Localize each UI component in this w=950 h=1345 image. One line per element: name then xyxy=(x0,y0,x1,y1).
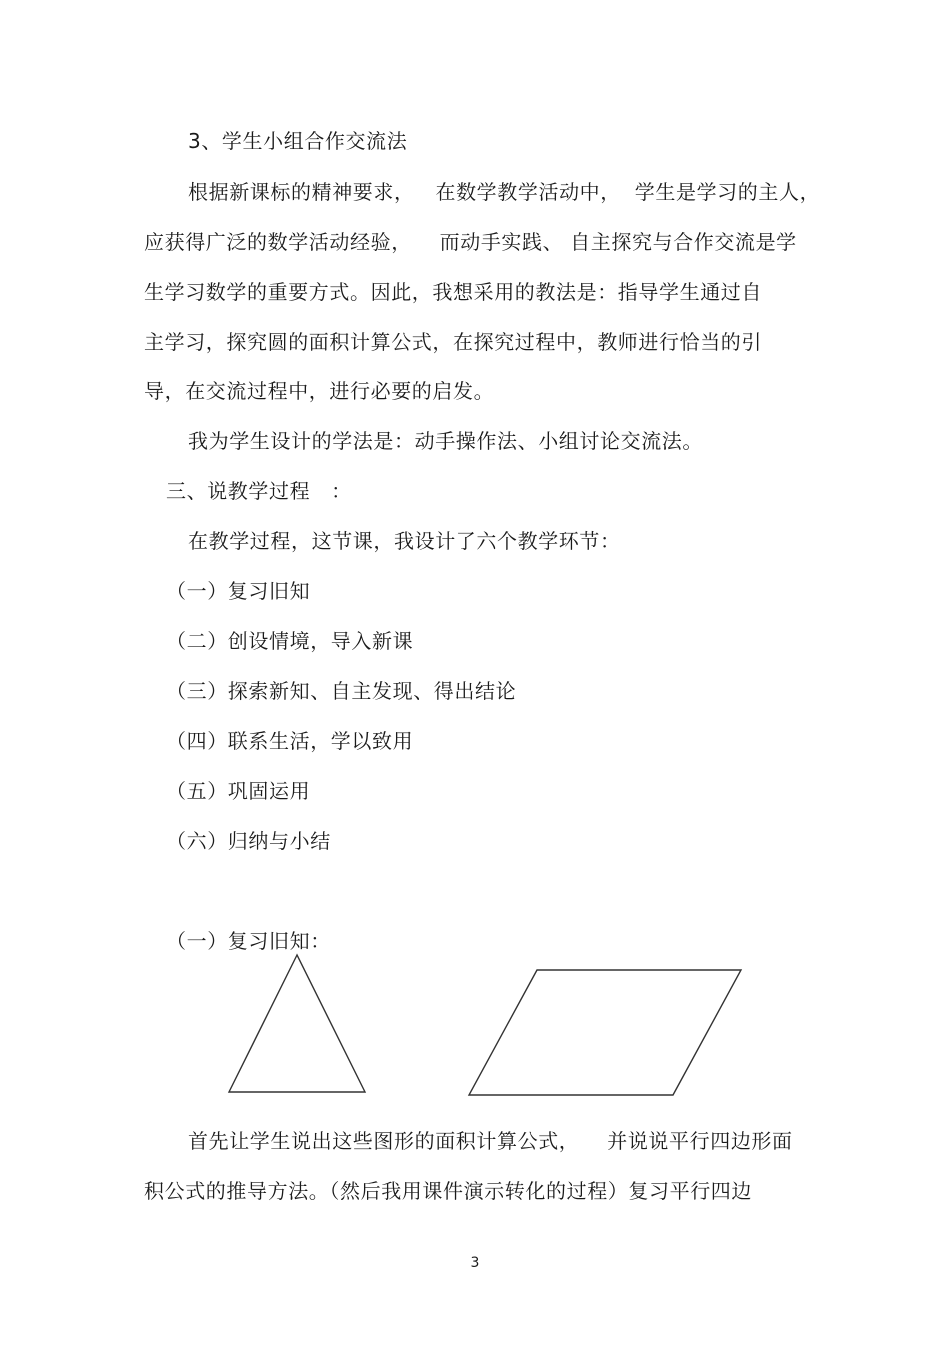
step-item: （五）巩固运用 xyxy=(166,779,311,803)
step-item: （四）联系生活，学以致用 xyxy=(166,729,414,753)
step-item: （二）创设情境，导入新课 xyxy=(166,629,414,653)
paragraph-line: 生学习数学的重要方式。因此，我想采用的教法是：指导学生通过自 xyxy=(144,280,762,304)
paragraph-line: 积公式的推导方法。（然后我用课件演示转化的过程）复习平行四边 xyxy=(144,1179,752,1203)
parallelogram-figure xyxy=(469,970,741,1095)
paragraph-line: 根据新课标的精神要求， 在数学教学活动中， 学生是学习的主人， xyxy=(188,180,821,204)
page-number: 3 xyxy=(470,1255,480,1271)
step-item: （一）复习旧知 xyxy=(166,579,311,603)
step-item: （三）探索新知、自主发现、得出结论 xyxy=(166,679,517,703)
learning-methods-line: 我为学生设计的学法是：动手操作法、小组讨论交流法。 xyxy=(188,429,703,453)
paragraph-line: 主学习，探究圆的面积计算公式，在探究过程中，教师进行恰当的引 xyxy=(144,330,762,354)
triangle-figure xyxy=(229,955,365,1092)
paragraph-line: 首先让学生说出这些图形的面积计算公式， 并说说平行四边形面 xyxy=(188,1129,793,1153)
subsection-review: （一）复习旧知： xyxy=(166,929,331,953)
section-title-teaching-process: 三、说教学过程 ： xyxy=(166,479,352,503)
step-item: （六）归纳与小结 xyxy=(166,829,331,853)
heading-student-group-method: 3、学生小组合作交流法 xyxy=(188,129,408,153)
paragraph-line: 应获得广泛的数学活动经验， 而动手实践、 自主探究与合作交流是学 xyxy=(144,230,797,254)
intro-line: 在教学过程，这节课，我设计了六个教学环节： xyxy=(188,529,621,553)
paragraph-line: 导，在交流过程中，进行必要的启发。 xyxy=(144,379,495,403)
